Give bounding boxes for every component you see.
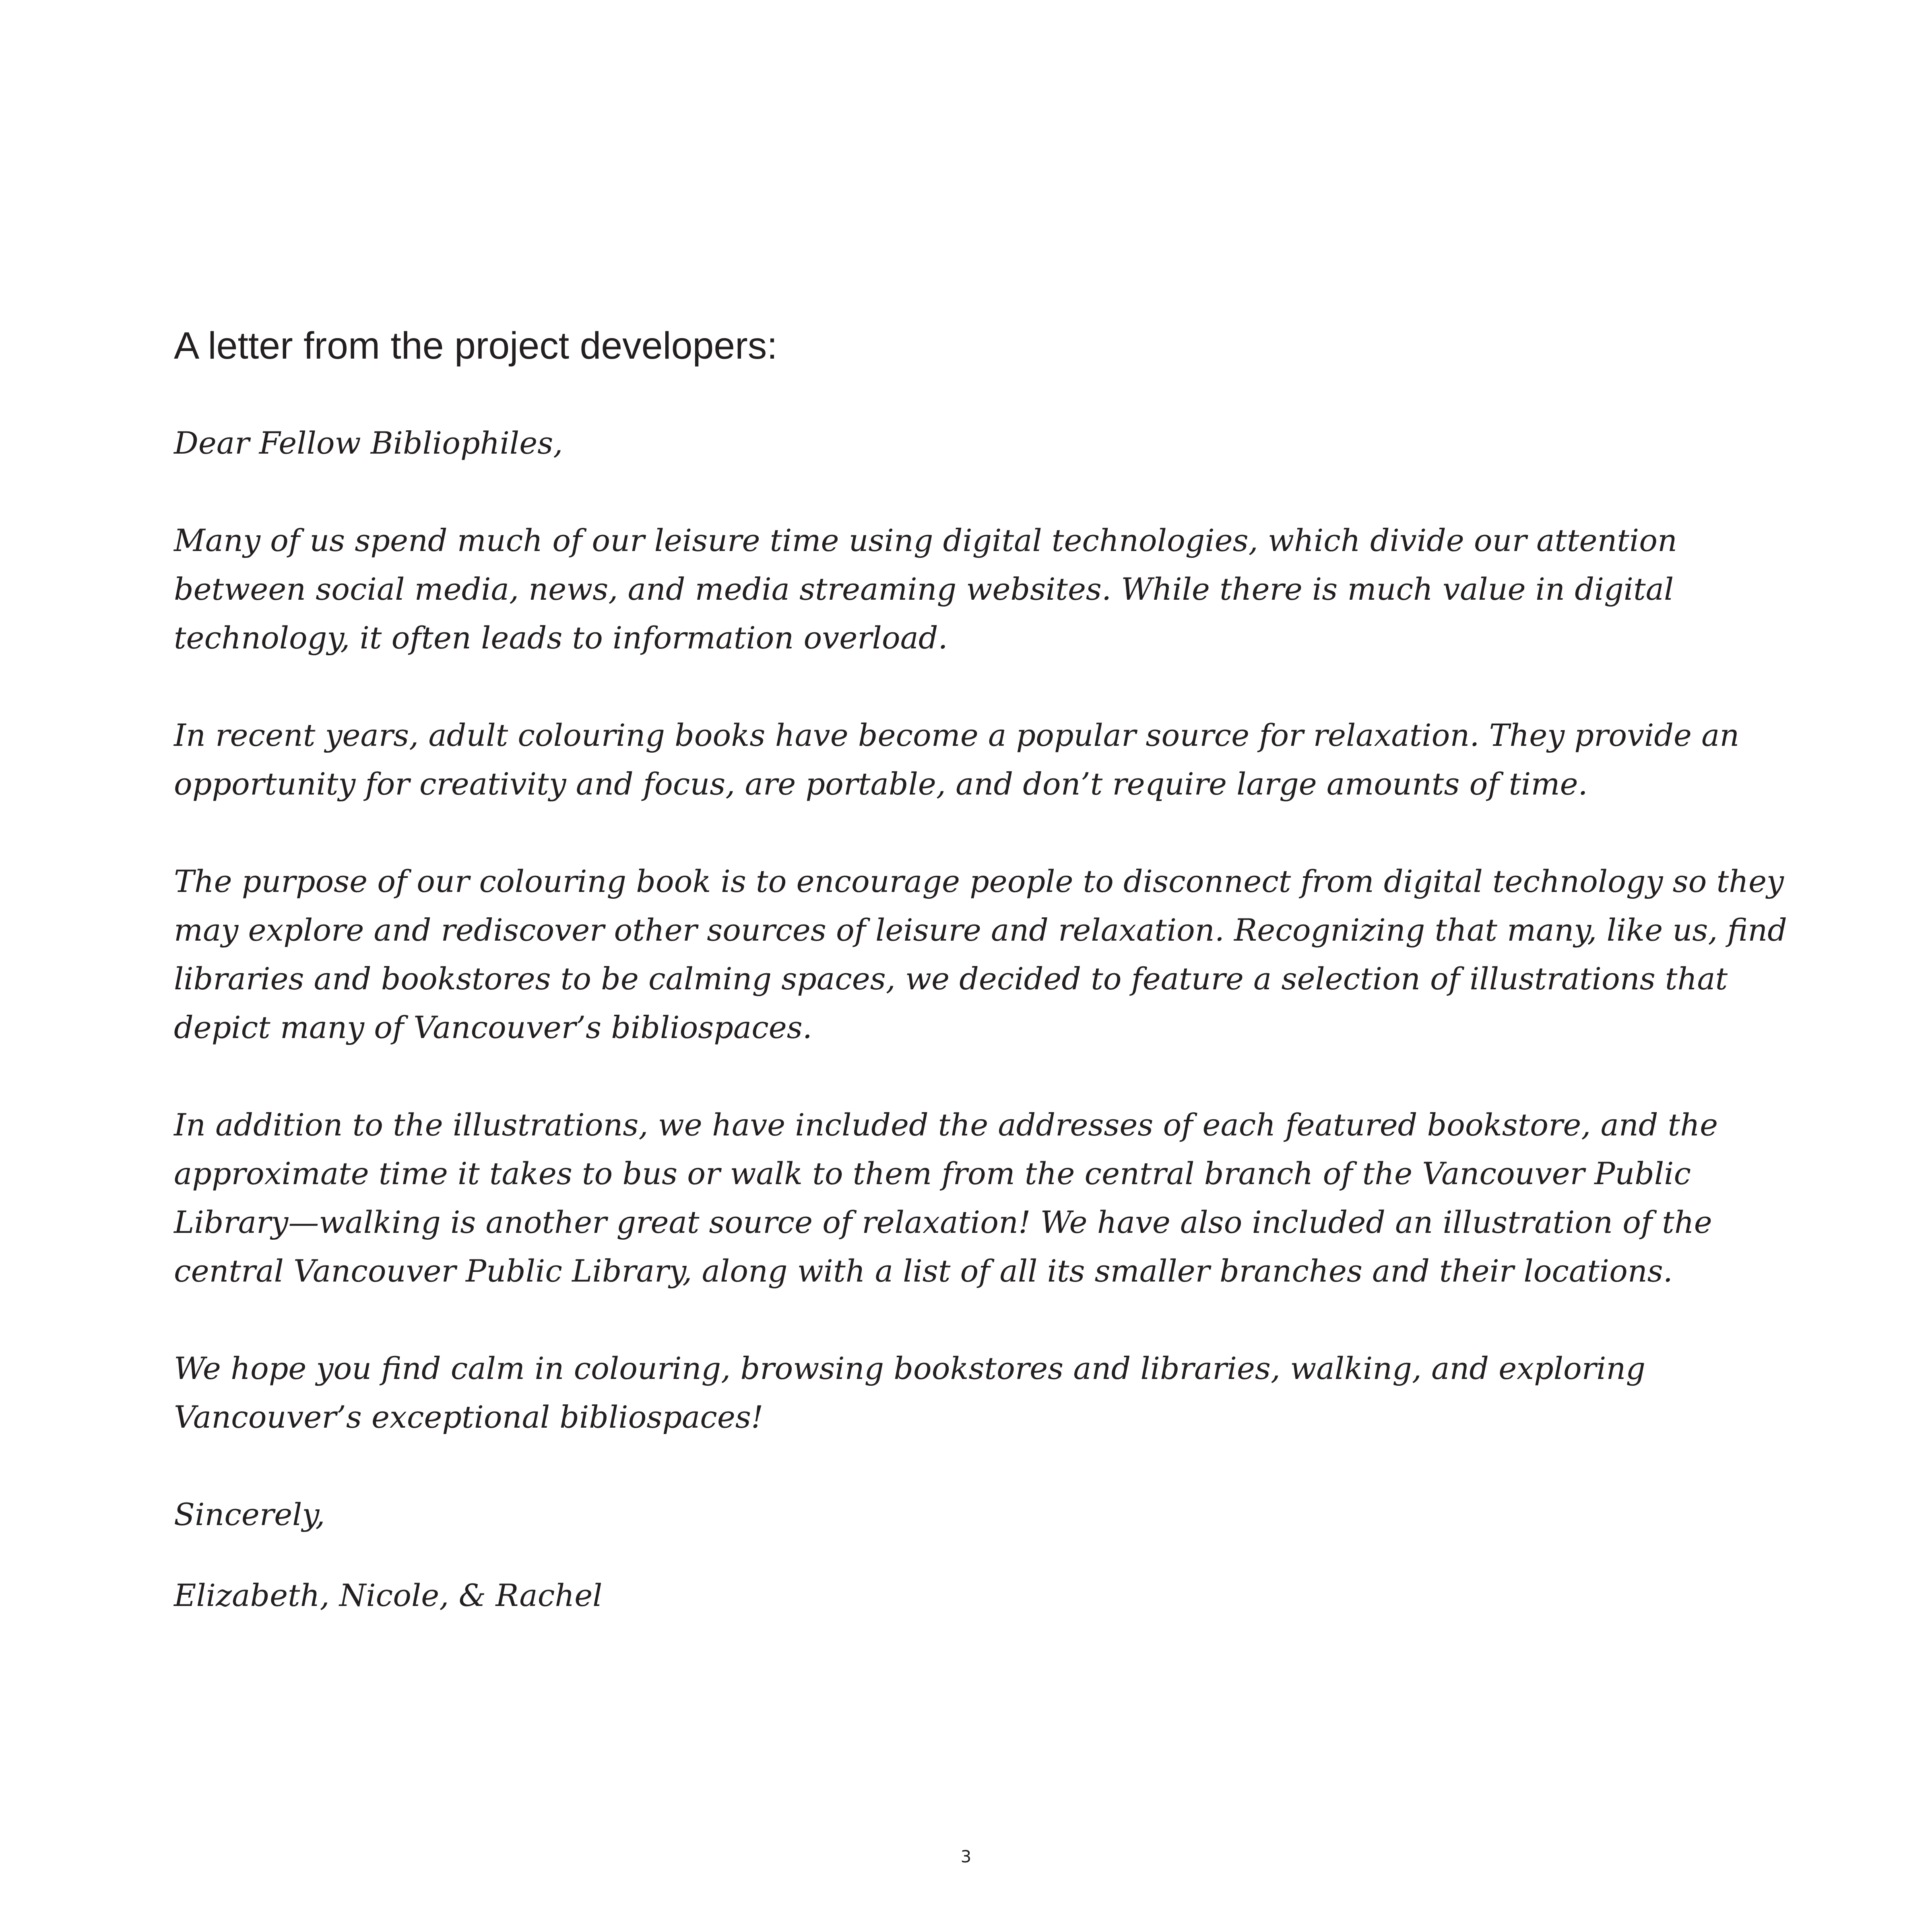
letter-paragraph-4: In addition to the illustrations, we have included the addresses of each featured bookstore, and the approximate time it takes to bus or walk to them from the central branch of the Vancouver Public Library—walking is another great source of relaxation! We have also included an illustration of the central Vancouver Public Library, along with a list of all its smaller branches and their locations. (174, 1107, 1718, 1289)
salutation: Dear Fellow Bibliophiles, (174, 425, 563, 461)
letter-body (174, 419, 1804, 1620)
letter-paragraph-1: Many of us spend much of our leisure time using digital technologies, which divide our attention between social media, news, and media streaming websites. While there is much value in digital technology, it often leads to information overload. (174, 522, 1677, 656)
letter-paragraph-2: In recent years, adult colouring books have become a popular source for relaxation. They provide an opportunity for creativity and focus, are portable, and don’t require large amounts of time. (174, 717, 1740, 802)
letter-paragraph-5: We hope you find calm in colouring, browsing bookstores and libraries, walking, and exploring Vancouver’s exceptional bibliospaces! (174, 1350, 1646, 1435)
page-number: 3 (960, 1847, 972, 1866)
closing: Sincerely, (174, 1496, 325, 1532)
signatories: Elizabeth, Nicole, & Rachel (174, 1577, 603, 1613)
letter-paragraph-3: The purpose of our colouring book is to encourage people to disconnect from digital technology so they may explore and rediscover other sources of leisure and relaxation. Recognizing that many, like us, find libraries and bookstores to be calming spaces, we decided to feature a selection of illustrations that depict many of Vancouver’s bibliospaces. (174, 863, 1787, 1045)
letter-heading: A letter from the project developers: (174, 324, 778, 367)
